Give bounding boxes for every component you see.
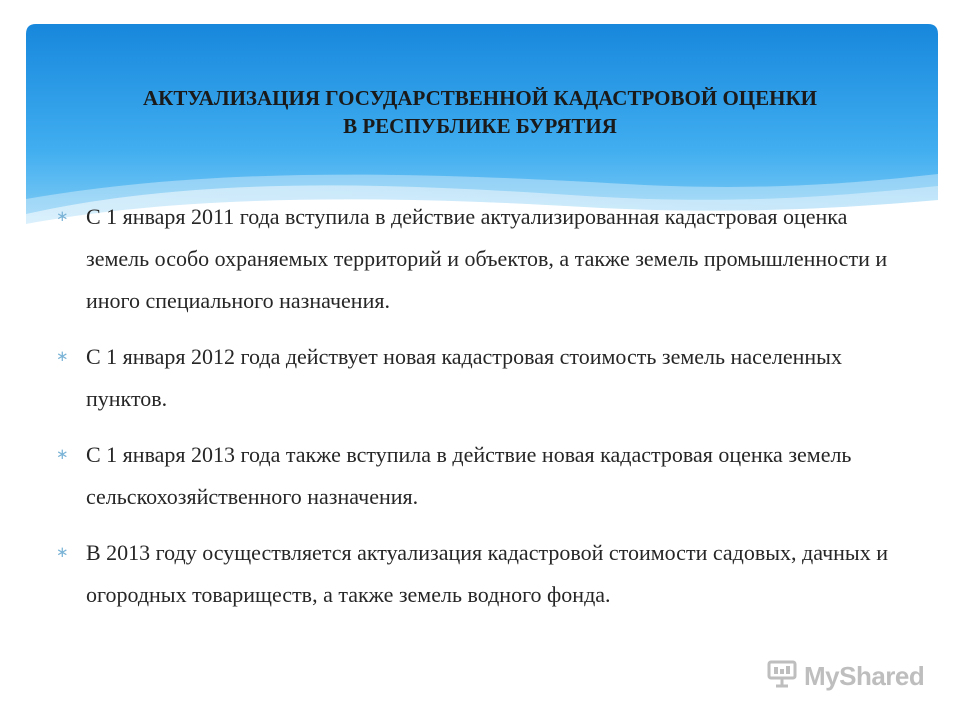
asterisk-bullet-icon: ∗ — [56, 209, 69, 225]
bullet-text: С 1 января 2013 года также вступила в действие новая кадастровая оценка земель сельскохозяйственного назначения. — [86, 442, 852, 509]
presentation-board-icon — [766, 658, 798, 695]
bullet-text: С 1 января 2012 года действует новая кадастровая стоимость земель населенных пунктов. — [86, 344, 842, 411]
list-item — [56, 434, 916, 518]
title-line-2: В РЕСПУБЛИКЕ БУРЯТИЯ — [343, 114, 617, 138]
list-item — [56, 336, 916, 420]
list-item — [56, 532, 916, 616]
bullet-list — [56, 196, 916, 630]
list-item — [56, 196, 916, 322]
myshared-watermark — [766, 656, 924, 696]
slide-title — [60, 84, 900, 140]
watermark-text: MyShared — [804, 660, 925, 691]
bullet-text: С 1 января 2011 года вступила в действие актуализированная кадастровая оценка земель особо охраняемых территорий и объектов, а также земель промышленности и иного специального назначения. — [86, 204, 888, 313]
title-line-1: АКТУАЛИЗАЦИЯ ГОСУДАРСТВЕННОЙ КАДАСТРОВОЙ ОЦЕНКИ — [142, 86, 818, 110]
bullet-text: В 2013 году осуществляется актуализация кадастровой стоимости садовых, дачных и огородных товариществ, а также земель водного фонда. — [86, 540, 888, 607]
asterisk-bullet-icon: ∗ — [56, 349, 69, 365]
asterisk-bullet-icon: ∗ — [56, 447, 69, 463]
asterisk-bullet-icon: ∗ — [56, 545, 69, 561]
